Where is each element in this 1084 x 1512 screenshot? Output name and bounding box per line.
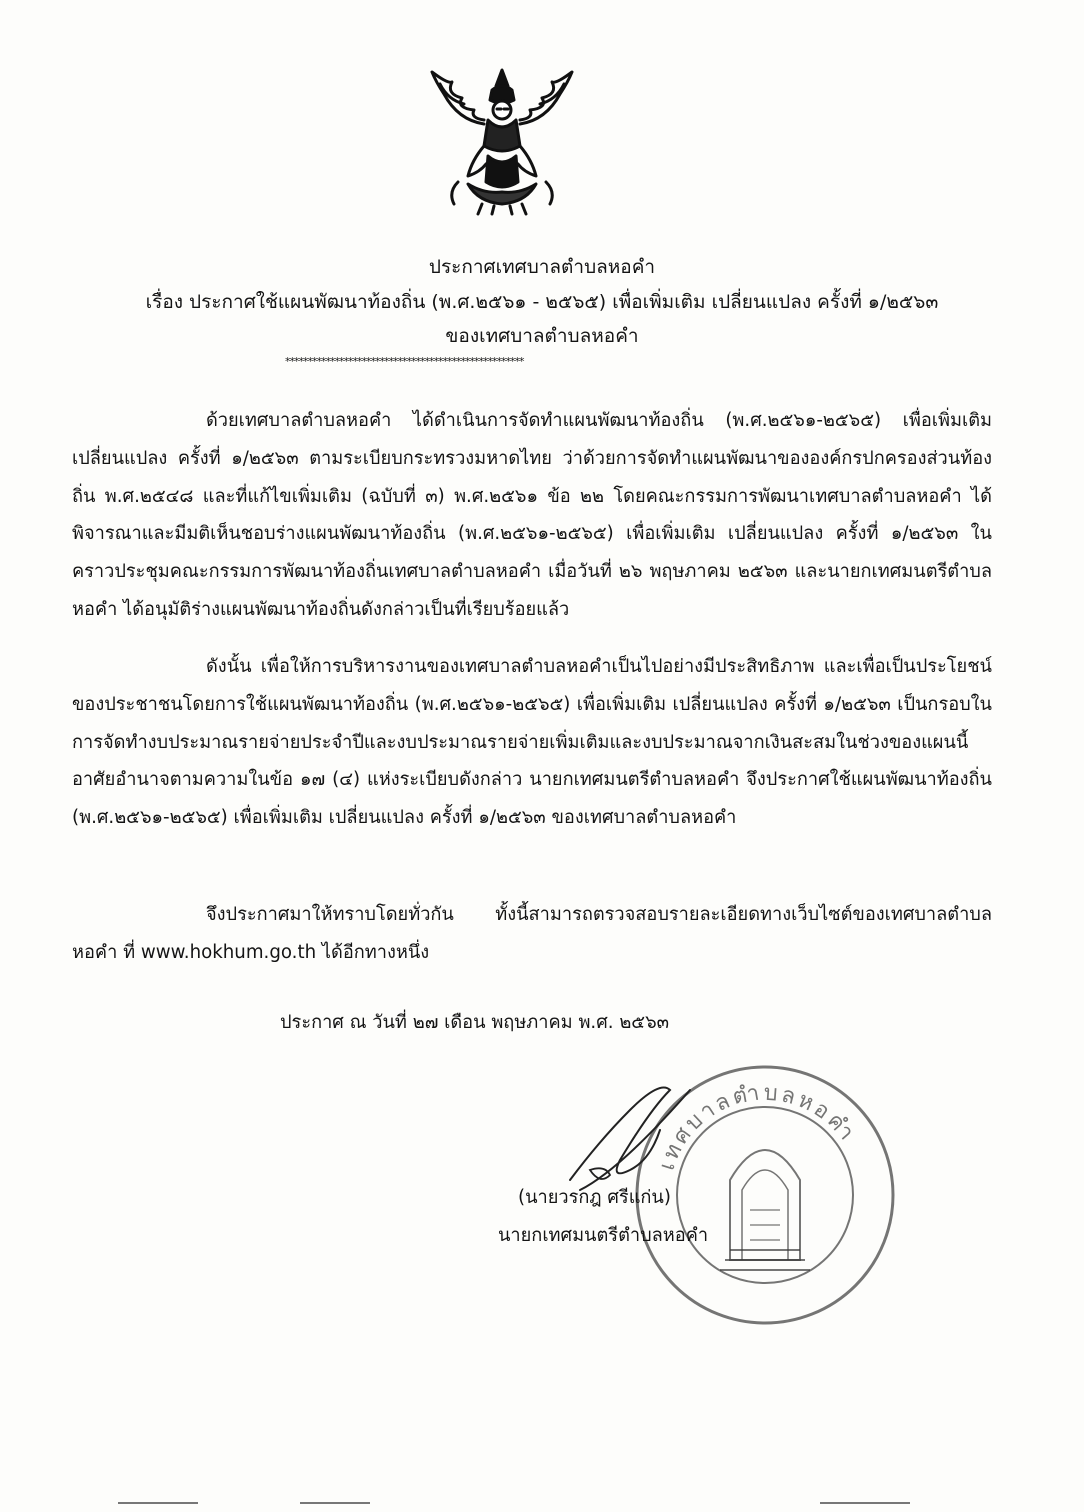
- paragraph-1: [72, 402, 992, 629]
- scan-artifact: [118, 1502, 198, 1504]
- announcement-date: ประกาศ ณ วันที่ ๒๗ เดือน พฤษภาคม พ.ศ. ๒๕๖๓: [280, 1012, 670, 1033]
- signer-name: (นายวรกฎ ศรีแก่น): [518, 1187, 671, 1208]
- paragraph-2-text: ดังนั้น เพื่อให้การบริหารงานของเทศบาลตำบลหอคำเป็นไปอย่างมีประสิทธิภาพ และเพื่อเป็นประโยชน์ของประชาชนโดยการใช้แผนพัฒนาท้องถิ่น (พ.ศ.๒๕๖๑-๒๕๖๕) เพื่อเพิ่มเติม เปลี่ยนแปลง ครั้งที่ ๑/๒๕๖๓ เป็นกรอบในการจัดทำงบประมาณรายจ่ายประจำปีและงบประมาณรายจ่ายเพิ่มเติมและงบประมาณจากเงินสะสมในช่วงของแผนนี้ อาศัยอำนาจตามความในข้อ ๑๗ (๔) แห่งระเบียบดังกล่าว นายกเทศมนตรีตำบลหอคำ จึงประกาศใช้แผนพัฒนาท้องถิ่น (พ.ศ.๒๕๖๑-๒๕๖๕) เพื่อเพิ่มเติม เปลี่ยนแปลง ครั้งที่ ๑/๒๕๖๓ ของเทศบาลตำบลหอคำ: [72, 656, 992, 829]
- document-subject-line2: ของเทศบาลตำบลหอคำ: [445, 325, 639, 347]
- paragraph-2: [72, 648, 992, 837]
- paragraph-3-text: จึงประกาศมาให้ทราบโดยทั่วกัน ทั้งนี้สามารถตรวจสอบรายละเอียดทางเว็บไซต์ของเทศบาลตำบลหอคำ ที่ www.hokhum.go.th ได้อีกทางหนึ่ง: [72, 904, 992, 963]
- title-separator: *****************************************************: [285, 355, 524, 368]
- paragraph-3: [72, 896, 992, 972]
- seal-text: เทศบาลตำบลหอคำ: [654, 1080, 861, 1174]
- document-subject: เรื่อง ประกาศใช้แผนพัฒนาท้องถิ่น (พ.ศ.๒๕๖๑ - ๒๕๖๕) เพื่อเพิ่มเติม เปลี่ยนแปลง ครั้งที่ ๑/๒๕๖๓: [145, 291, 939, 313]
- document-title: ประกาศเทศบาลตำบลหอคำ: [428, 256, 656, 278]
- signer-position: นายกเทศมนตรีตำบลหอคำ: [498, 1225, 709, 1246]
- scan-artifact: [300, 1502, 370, 1504]
- paragraph-1-text: ด้วยเทศบาลตำบลหอคำ ได้ดำเนินการจัดทำแผนพัฒนาท้องถิ่น (พ.ศ.๒๕๖๑-๒๕๖๕) เพื่อเพิ่มเติม เปลี่ยนแปลง ครั้งที่ ๑/๒๕๖๓ ตามระเบียบกระทรวงมหาดไทย ว่าด้วยการจัดทำแผนพัฒนาขององค์กรปกครองส่วนท้องถิ่น พ.ศ.๒๕๔๘ และที่แก้ไขเพิ่มเติม (ฉบับที่ ๓) พ.ศ.๒๕๖๑ ข้อ ๒๒ โดยคณะกรรมการพัฒนาเทศบาลตำบลหอคำ ได้พิจารณาและมีมติเห็นชอบร่างแผนพัฒนาท้องถิ่น (พ.ศ.๒๕๖๑-๒๕๖๕) เพื่อเพิ่มเติม เปลี่ยนแปลง ครั้งที่ ๑/๒๕๖๓ ในคราวประชุมคณะกรรมการพัฒนาท้องถิ่นเทศบาลตำบลหอคำ เมื่อวันที่ ๒๖ พฤษภาคม ๒๕๖๓ และนายกเทศมนตรีตำบลหอคำ ได้อนุมัติร่างแผนพัฒนาท้องถิ่นดังกล่าวเป็นที่เรียบร้อยแล้ว: [72, 410, 992, 620]
- garuda-emblem-icon: [418, 64, 586, 216]
- scan-artifact: [820, 1502, 910, 1504]
